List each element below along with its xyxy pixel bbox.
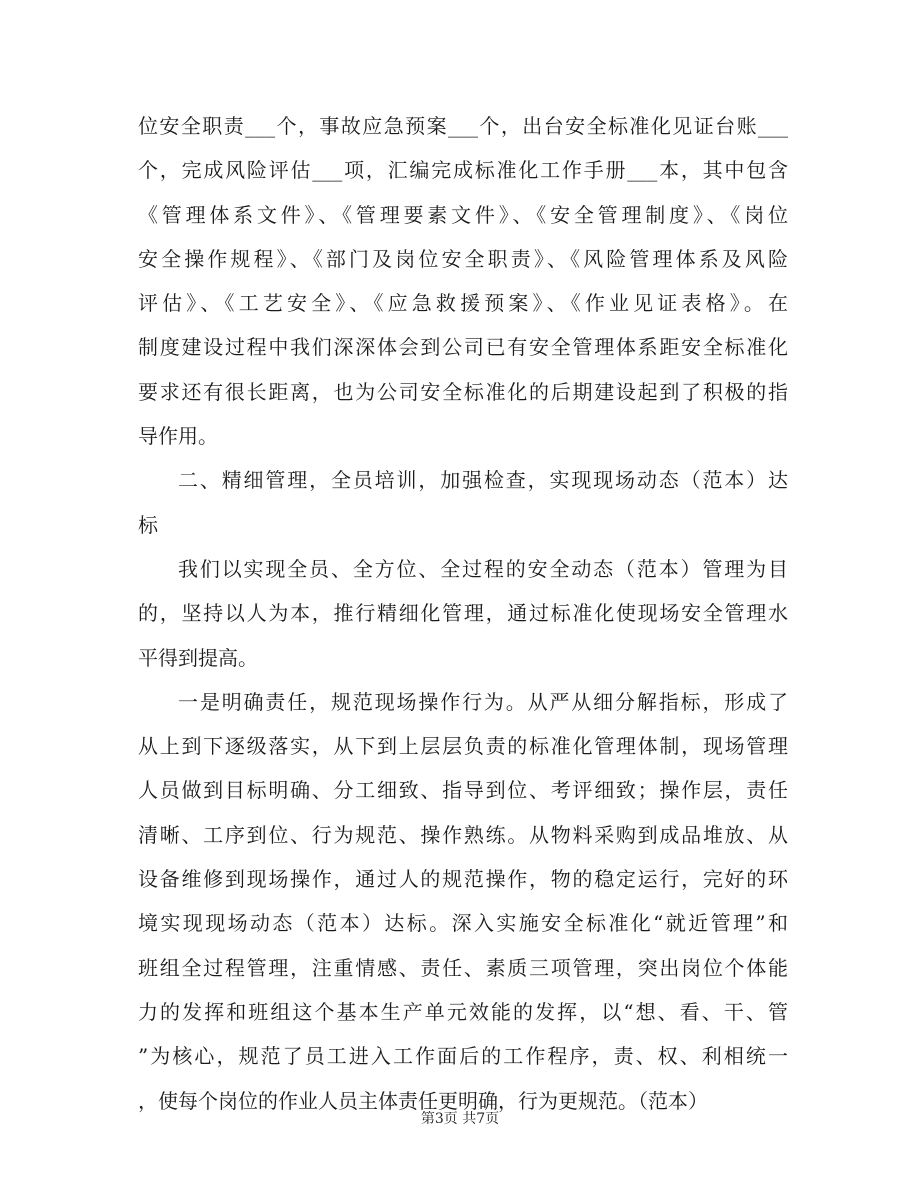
- text-line: 设备维修到现场操作，通过人的规范操作，物的稳定运行，完好的环: [138, 867, 788, 892]
- document-body: [138, 104, 788, 1123]
- text-line: ”为核心，规范了员工进入工作面后的工作程序，责、权、利相统一: [138, 1044, 788, 1069]
- text-line: 标: [138, 512, 158, 537]
- text-line: 的，坚持以人为本，推行精细化管理，通过标准化使现场安全管理水: [138, 601, 788, 626]
- text-line: 评估》、《工艺安全》、《应急救援预案》、《作业见证表格》。在: [138, 291, 788, 316]
- text-line: 制度建设过程中我们深深体会到公司已有安全管理体系距安全标准化: [138, 335, 788, 360]
- text-line: 清晰、工序到位、行为规范、操作熟练。从物料采购到成品堆放、从: [138, 822, 788, 847]
- text-line: 一是明确责任，规范现场操作行为。从严从细分解指标，形成了: [178, 689, 788, 714]
- text-line: 班组全过程管理，注重情感、责任、素质三项管理，突出岗位个体能: [138, 955, 788, 980]
- text-line: 个，完成风险评估___项，汇编完成标准化工作手册___本，其中包含: [138, 158, 788, 183]
- text-line: 力的发挥和班组这个基本生产单元效能的发挥，以“想、看、干、管: [138, 999, 788, 1024]
- text-line: 从上到下逐级落实，从下到上层层负责的标准化管理体制，现场管理: [138, 734, 788, 759]
- text-line: 二、精细管理，全员培训，加强检查，实现现场动态（范本）达: [178, 468, 788, 493]
- text-line: 平得到提高。: [138, 645, 258, 670]
- text-line: 要求还有很长距离，也为公司安全标准化的后期建设起到了积极的指: [138, 379, 788, 404]
- text-line: ，使每个岗位的作业人员主体责任更明确，行为更规范。（范本）: [138, 1088, 708, 1113]
- text-line: 安全操作规程》、《部门及岗位安全职责》、《风险管理体系及风险: [138, 246, 788, 271]
- text-line: 导作用。: [138, 424, 218, 449]
- page-number: 第3页 共7页: [420, 1111, 500, 1127]
- text-line: 位安全职责___个，事故应急预案___个，出台安全标准化见证台账___: [138, 114, 788, 138]
- text-line: 境实现现场动态（范本）达标。深入实施安全标准化“就近管理”和: [138, 911, 788, 936]
- text-line: 《管理体系文件》、《管理要素文件》、《安全管理制度》、《岗位: [138, 202, 788, 227]
- text-line: 人员做到目标明确、分工细致、指导到位、考评细致；操作层，责任: [138, 778, 788, 803]
- text-line: 我们以实现全员、全方位、全过程的安全动态（范本）管理为目: [178, 556, 788, 581]
